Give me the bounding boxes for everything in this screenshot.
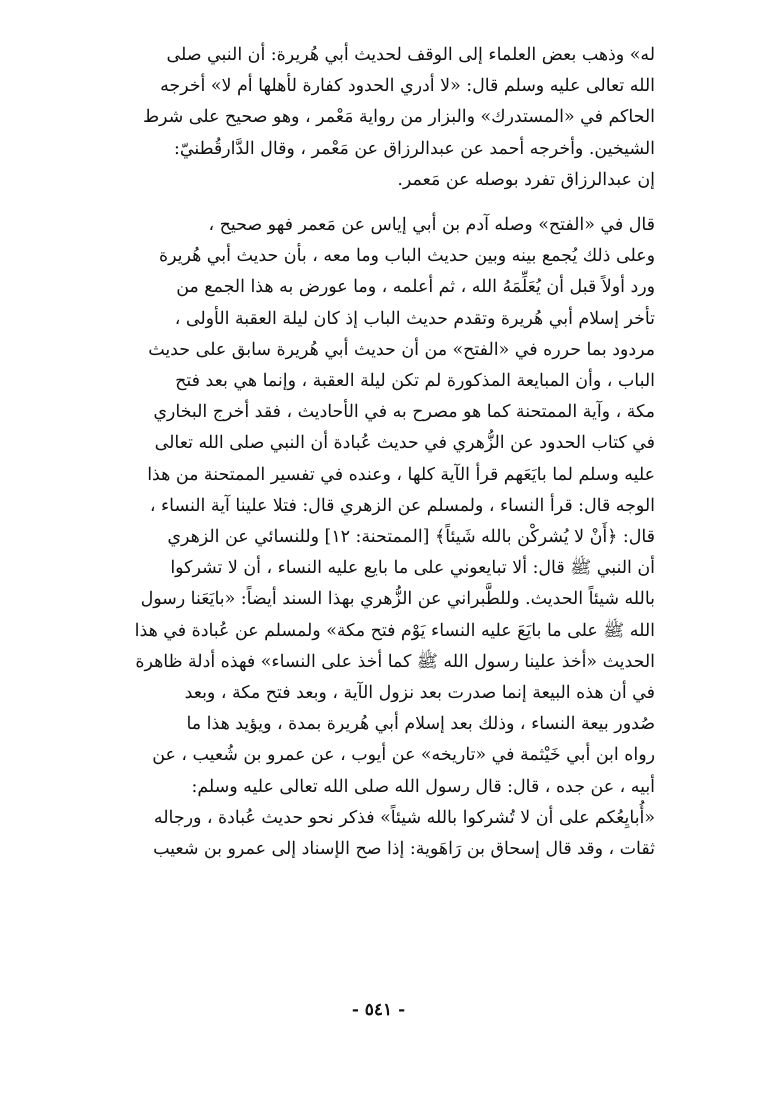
text-line: مردود بما حرره في «الفتح» من أن حديث أبي هُريرة سابق على حديث [148, 339, 655, 360]
text-line: إن عبدالرزاق تفرد بوصله عن مَعمر. [397, 169, 655, 190]
text-line: «أُبايِعُكم على أن لا تُشركوا بالله شيئاً» فذكر نحو حديث عُبادة ، ورجاله [153, 807, 655, 828]
text-line: ثقات ، وقد قال إسحاق بن رَاهَوية: إذا صح الإسناد إلى عمرو بن شعيب [153, 839, 655, 860]
text-line: الوجه قال: قرأ النساء ، ولمسلم عن الزهري قال: فتلا علينا آية النساء ، [149, 495, 655, 516]
text-line: صُدور بيعة النساء ، وذلك بعد إسلام أبي هُريرة بمدة ، ويؤيد هذا ما [186, 714, 655, 735]
text-line: وعلى ذلك يُجمع بينه وبين حديث الباب وما معه ، بأن حديث أبي هُريرة [158, 246, 655, 267]
text-line: عليه وسلم لما بايَعَهم قرأ الآية كلها ، وعنده في تفسير الممتحنة من هذا [147, 464, 655, 485]
text-line: أبيه ، عن جده ، قال: قال رسول الله صلى الله تعالى عليه وسلم: [191, 776, 655, 797]
text-line: الشيخين. وأخرجه أحمد عن عبدالرزاق عن مَعْمر ، وقال الدَّارقُطنيّ: [173, 138, 655, 159]
text-line: الله ﷺ على ما بايَعَ عليه النساء يَوْم فتح مكة» ولمسلم عن عُبادة في هذا [134, 620, 655, 641]
text-line: مكة ، وآية الممتحنة كما هو مصرح به في الأحاديث ، فقد أخرج البخاري [153, 402, 655, 423]
text-line: الباب ، وأن المبايعة المذكورة لم تكن ليلة العقبة ، وإنما هي بعد فتح [175, 371, 655, 392]
paragraph-1 [104, 40, 655, 196]
text-line: قال في «الفتح» وصله آدم بن أبي إياس عن مَعمر فهو صحيح ، [208, 215, 655, 236]
text-line: الله تعالى عليه وسلم قال: «لا أدري الحدود كفارة لأهلها أم لا» أخرجه [160, 76, 655, 97]
text-line: ورد أولاً قبل أن يُعَلِّمَهُ الله ، ثم أعلمه ، وما عورض به هذا الجمع من [176, 277, 655, 298]
text-line: قال: ﴿أَنْ لا يُشركْن بالله شَيئاً﴾ [الممتحنة: ١٢] وللنسائي عن الزهري [167, 527, 655, 548]
paragraph-2 [104, 210, 655, 865]
text-line: الحاكم في «المستدرك» والبزار من رواية مَعْمر ، وهو صحيح على شرط [142, 107, 655, 128]
text-line: في كتاب الحدود عن الزُّهري في حديث عُبادة أن النبي صلى الله تعالى [154, 433, 655, 454]
text-line: أن النبي ﷺ قال: ألا تبايعوني على ما بايع عليه النساء ، أن لا تشركوا [170, 558, 655, 579]
body-text [104, 40, 655, 865]
page-number: - ٥٤١ - [351, 1000, 406, 1020]
text-line: بالله شيئاً الحديث. وللطَّبراني عن الزُّهري بهذا السند أيضاً: «بايَعَنا رسول [140, 589, 655, 610]
text-line: رواه ابن أبي خَيْثمة في «تاريخه» عن أيوب ، عن عمرو بن شُعيب ، عن [152, 745, 655, 766]
text-line: الحديث «أخذ علينا رسول الله ﷺ كما أخذ على النساء» فهذه أدلة ظاهرة [135, 651, 655, 672]
text-line: في أن هذه البيعة إنما صدرت بعد نزول الآية ، وبعد فتح مكة ، وبعد [184, 683, 655, 704]
text-line: له» وذهب بعض العلماء إلى الوقف لحديث أبي هُريرة: أن النبي صلى [166, 45, 655, 65]
text-line: تأخر إسلام أبي هُريرة وتقدم حديث الباب إذ كان ليلة العقبة الأولى ، [174, 308, 655, 329]
